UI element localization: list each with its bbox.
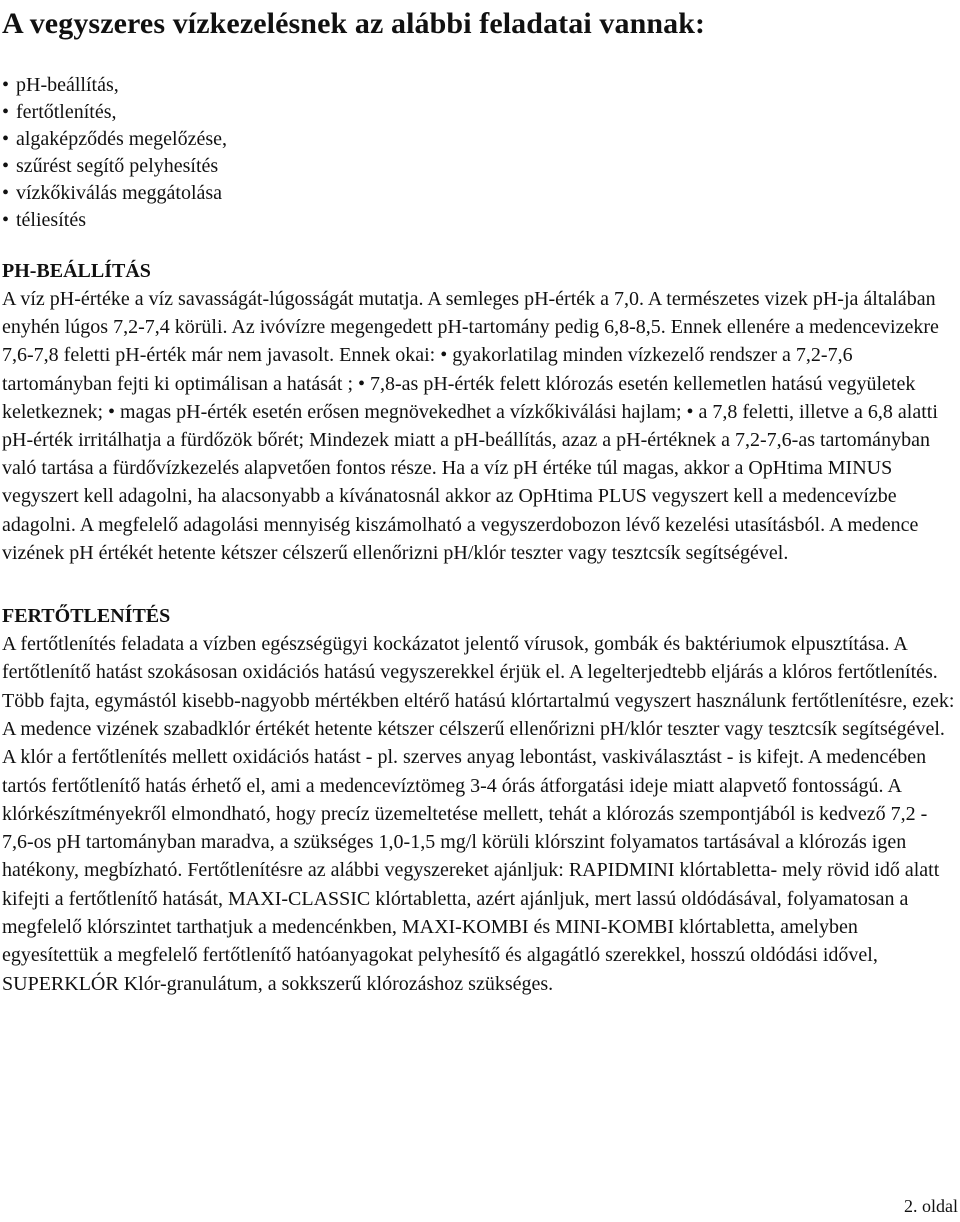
list-item: • algaképződés megelőzése, — [2, 126, 957, 153]
disinfection-section-text: A fertőtlenítés feladata a vízben egészségügyi kockázatot jelentő vírusok, gombák és baktériumok elpusztítása. A fertőtlenítő hatást szokásosan oxidációs hatású vegyszerekkel érjük el. A legelterjedtebb eljárás a klóros fertőtlenítés. Több fajta, egymástól kisebb-nagyobb mértékben eltérő hatású klórtartalmú vegyszert használunk fertőtlenítésre, ezek: A medence vizének szabadklór értékét hetente kétszer célszerű ellenőrizni pH/klór teszter vagy tesztcsík segítségével. A klór a fertőtlenítés mellett oxidációs hatást - pl. szerves anyag lebontást, vaskiválasztást - is kifejt. A medencében tartós fertőtlenítő hatás érhető el, ami a medencevíztömeg 3-4 órás átforgatási ideje miatt alapvető fontosságú. A klórkészítményekről elmondható, hogy precíz üzemeltetése mellett, tehát a klórozás szempontjából is kedvező 7,2 - 7,6-os pH tartományban maradva, a szükséges 1,0-1,5 mg/l körüli klórszint folyamatos tartásával a klórozás igen hatékony, megbízható. Fertőtlenítésre az alábbi vegyszereket ajánljuk: RAPIDMINI klórtabletta- mely rövid idő alatt kifejti a fertőtlenítő hatását, MAXI-CLASSIC klórtabletta, azért ajánljuk, mert lassú oldódásával, folyamatosan a megfelelő klórszintet tarthatjuk a medencénkben, MAXI-KOMBI és MINI-KOMBI klórtabletta, amelyben egyesítettük a megfelelő fertőtlenítő hatóanyagokat pelyhesítő és algagátló szerekkel, hosszú oldódási idővel, SUPERKLÓR Klór-granulátum, a sokkszerű klórozáshoz szükséges. — [2, 633, 955, 995]
disinfection-section — [2, 602, 957, 998]
document-title: A vegyszeres vízkezelésnek az alábbi feladatai vannak: — [2, 7, 706, 40]
list-item: • téliesítés — [2, 207, 957, 234]
list-item: • pH-beállítás, — [2, 72, 957, 99]
document-page — [2, 0, 957, 998]
list-item: • szűrést segítő pelyhesítés — [2, 153, 957, 180]
page-number: 2. oldal — [904, 1196, 958, 1216]
list-item: • vízkőkiválás meggátolása — [2, 180, 957, 207]
task-list — [2, 72, 957, 234]
ph-section-text: A víz pH-értéke a víz savasságát-lúgosságát mutatja. A semleges pH-érték a 7,0. A természetes vizek pH-ja általában enyhén lúgos 7,2-7,4 körüli. Az ivóvízre megengedett pH-tartomány pedig 6,8-8,5. Ennek ellenére a medencevizekre 7,6-7,8 feletti pH-érték már nem javasolt. Ennek okai: • gyakorlatilag minden vízkezelő rendszer a 7,2-7,6 tartományban fejti ki optimálisan a hatását ; • 7,8-as pH-érték felett klórozás esetén kellemetlen hatású vegyületek keletkeznek; • magas pH-érték esetén erősen megnövekedhet a vízkőkiválási hajlam; • a 7,8 feletti, illetve a 6,8 alatti pH-érték irritálhatja a fürdőzök bőrét; Mindezek miatt a pH-beállítás, azaz a pH-értéknek a 7,2-7,6-as tartományban való tartása a fürdővízkezelés alapvetően fontos része. Ha a víz pH értéke túl magas, akkor a OpHtima MINUS vegyszert kell adagolni, ha alacsonyabb a kívánatosnál akkor az OpHtima PLUS vegyszert kell a medencevízbe adagolni. A megfelelő adagolási mennyiség kiszámolható a vegyszerdobozon lévő kezelési utasításból. A medence vizének pH értékét hetente kétszer célszerű ellenőrizni pH/klór teszter vagy tesztcsík segítségével. — [2, 288, 939, 564]
ph-section — [2, 257, 957, 567]
list-item: • fertőtlenítés, — [2, 99, 957, 126]
disinfection-section-heading: FERTŐTLENÍTÉS — [2, 605, 171, 628]
ph-section-heading: PH-BEÁLLÍTÁS — [2, 260, 151, 282]
